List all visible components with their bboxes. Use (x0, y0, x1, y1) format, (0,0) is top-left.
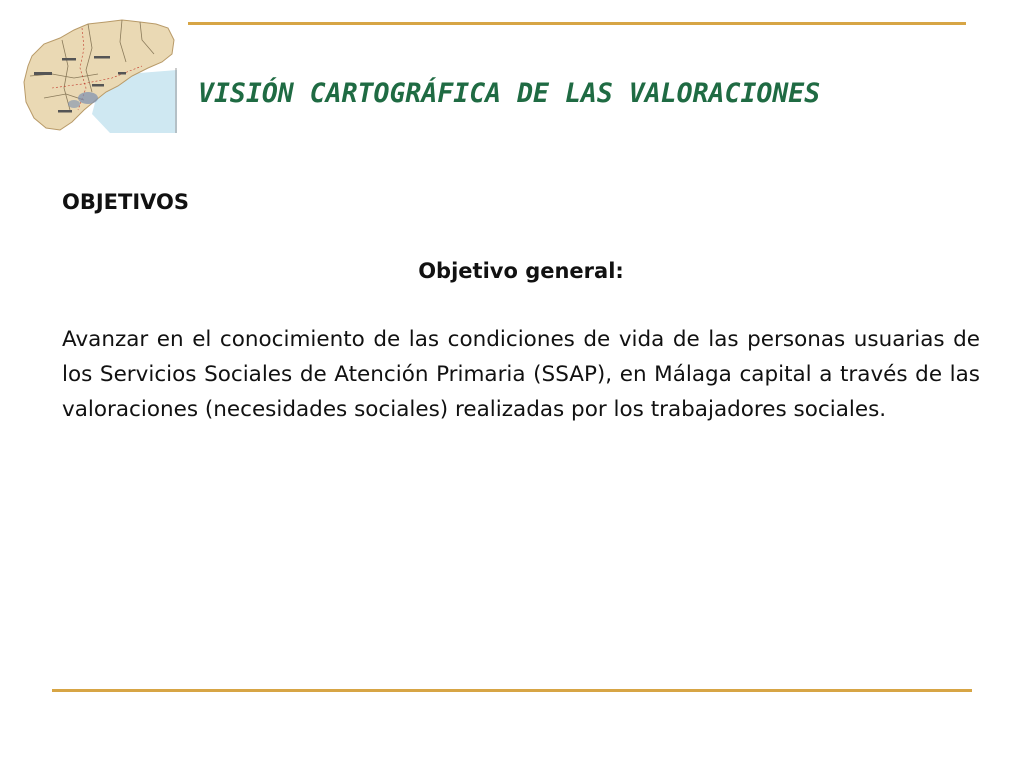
section-heading: OBJETIVOS (62, 190, 190, 214)
objective-subheading: Objetivo general: (418, 259, 624, 283)
bottom-divider (52, 689, 972, 692)
objective-paragraph: Avanzar en el conocimiento de las condiciones de vida de las personas usuarias de los Servicios Sociales de Atención Primaria (SSAP), en Málaga capital a través de las valoraciones (necesidades sociales) realizadas por los trabajadores sociales. (62, 327, 980, 422)
top-divider (188, 22, 966, 25)
city-district-map-icon (22, 18, 177, 133)
page-title: VISIÓN CARTOGRÁFICA DE LAS VALORACIONES (198, 78, 821, 109)
